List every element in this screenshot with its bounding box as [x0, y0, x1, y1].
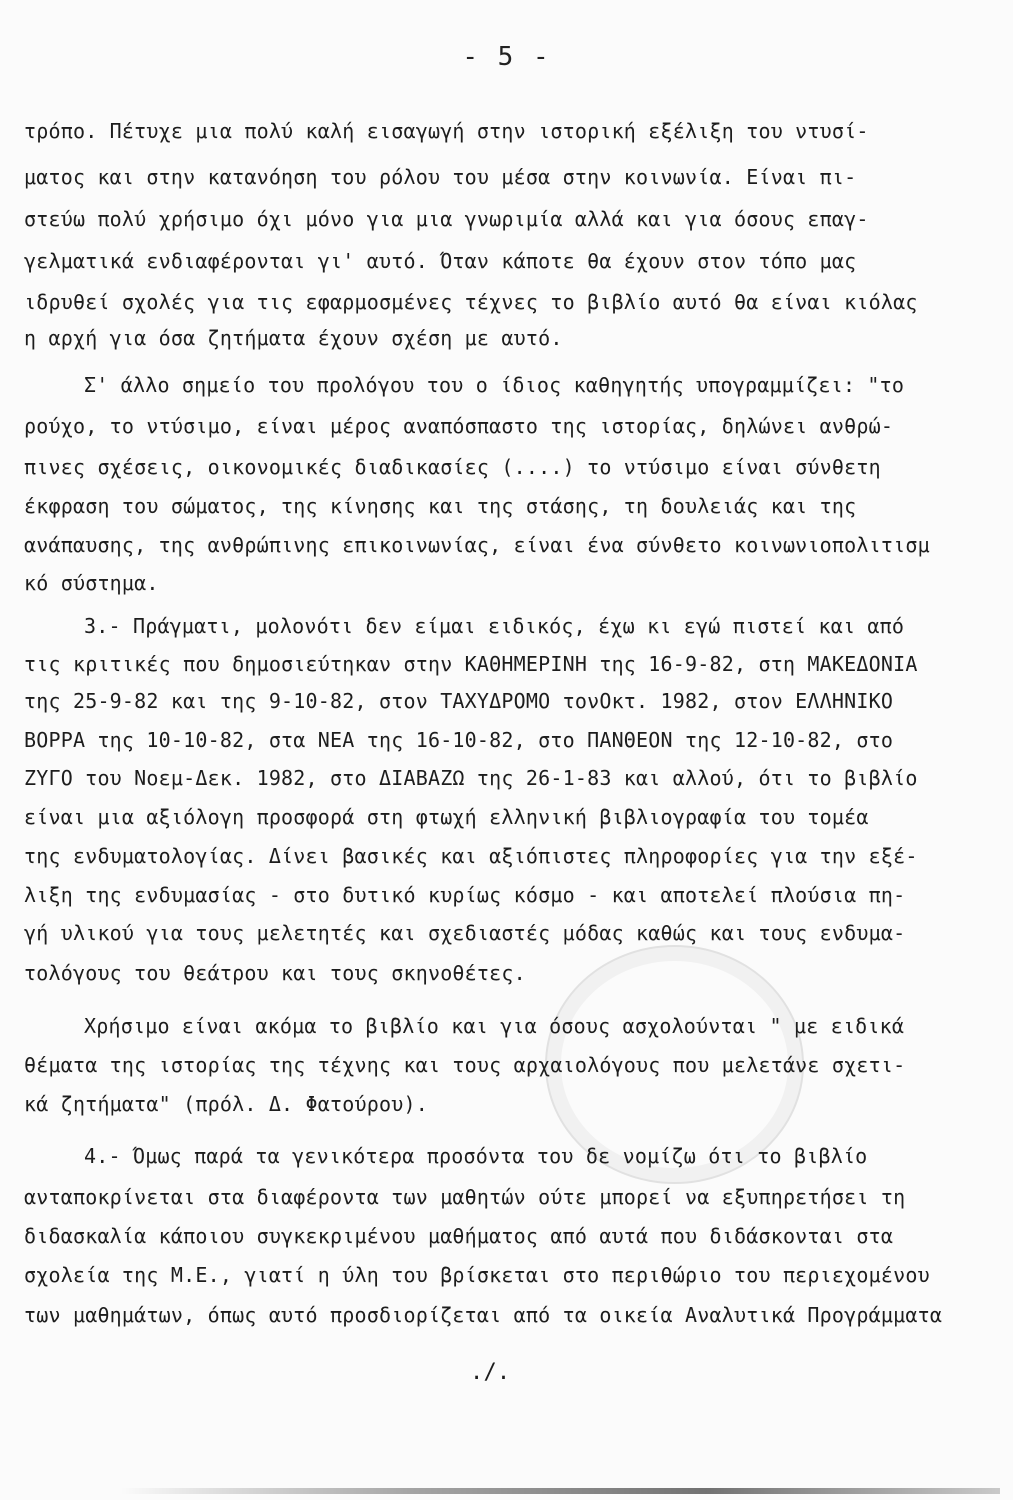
text-line: γή υλικού για τους μελετητές και σχεδιαστές μόδας καθώς και τους ενδυμα- [24, 921, 906, 945]
text-line: διδασκαλία κάποιου συγκεκριμένου μαθήματος από αυτά που διδάσκονται στα [24, 1224, 894, 1248]
text-line: ρούχο, το ντύσιμο, είναι μέρος αναπόσπαστο της ιστορίας, δηλώνει ανθρώ- [24, 414, 894, 438]
text-line: της 25-9-82 και της 9-10-82, στον ΤΑΧΥΔΡΟΜΟ τονΟκτ. 1982, στον ΕΛΛΗΝΙΚΟ [24, 689, 894, 713]
text-line: πινες σχέσεις, οικονομικές διαδικασίες (....) το ντύσιμο είναι σύνθετη [24, 455, 881, 479]
text-line: τρόπο. Πέτυχε μια πολύ καλή εισαγωγή στην ιστορική εξέλιξη του ντυσί- [24, 119, 869, 143]
text-line: Σ' άλλο σημείο του προλόγου του ο ίδιος καθηγητής υπογραμμίζει: "το [84, 373, 905, 397]
text-line: των μαθημάτων, όπως αυτό προσδιορίζεται από τα οικεία Αναλυτικά Προγράμματα [24, 1303, 943, 1327]
text-line: 4.- Όμως παρά τα γενικότερα προσόντα του δε νομίζω ότι το βιβλίο [84, 1144, 868, 1168]
text-line: η αρχή για όσα ζητήματα έχουν σχέση με αυτό. [24, 326, 563, 350]
text-line: ανάπαυσης, της ανθρώπινης επικοινωνίας, είναι ένα σύνθετο κοινωνιοπολιτισμ [24, 533, 930, 557]
scan-edge [120, 1488, 1000, 1494]
page-number: - 5 - [462, 42, 551, 72]
text-line: κό σύστημα. [24, 571, 159, 595]
text-line: ΒΟΡΡΑ της 10-10-82, στα ΝΕΑ της 16-10-82, στο ΠΑΝΘΕΟΝ της 12-10-82, στο [24, 728, 894, 752]
text-line: θέματα της ιστορίας της τέχνης και τους αρχαιολόγους που μελετάνε σχετι- [24, 1053, 906, 1077]
text-line: στεύω πολύ χρήσιμο όχι μόνο για μια γνωριμία αλλά και για όσους επαγ- [24, 207, 869, 231]
text-line: τολόγους του θεάτρου και τους σκηνοθέτες. [24, 961, 526, 985]
text-line: ανταποκρίνεται στα διαφέροντα των μαθητών ούτε μπορεί να εξυπηρετήσει τη [24, 1185, 906, 1209]
text-line: τις κριτικές που δημοσιεύτηκαν στην ΚΑΘΗΜΕΡΙΝΗ της 16-9-82, στη ΜΑΚΕΔΟΝΙΑ [24, 652, 918, 676]
text-line: είναι μια αξιόλογη προσφορά στη φτωχή ελληνική βιβλιογραφία του τομέα [24, 805, 869, 829]
text-line: 3.- Πράγματι, μολονότι δεν είμαι ειδικός, έχω κι εγώ πιστεί και από [84, 614, 905, 638]
text-line: έκφραση του σώματος, της κίνησης και της στάσης, τη δουλειάς και της [24, 494, 857, 518]
text-line: ματος και στην κατανόηση του ρόλου του μέσα στην κοινωνία. Είναι πι- [24, 165, 857, 189]
text-line: σχολεία της Μ.Ε., γιατί η ύλη του βρίσκεται στο περιθώριο του περιεχομένου [24, 1263, 930, 1287]
text-line: ιδρυθεί σχολές για τις εφαρμοσμένες τέχνες το βιβλίο αυτό θα είναι κιόλας [24, 290, 918, 314]
text-line: της ενδυματολογίας. Δίνει βασικές και αξιόπιστες πληροφορίες για την εξέ- [24, 844, 918, 868]
text-line: λιξη της ενδυμασίας - στο δυτικό κυρίως κόσμο - και αποτελεί πλούσια πη- [24, 883, 906, 907]
text-line: ΖΥΓΟ του Νοεμ-Δεκ. 1982, στο ΔΙΑΒΑΖΩ της 26-1-83 και αλλού, ότι το βιβλίο [24, 766, 918, 790]
closing-mark: ./. [470, 1360, 511, 1385]
text-line: Χρήσιμο είναι ακόμα το βιβλίο και για όσους ασχολούνται " με ειδικά [84, 1014, 905, 1038]
text-line: κά ζητήματα" (πρόλ. Δ. Φατούρου). [24, 1092, 428, 1116]
text-line: γελματικά ενδιαφέρονται γι' αυτό. Όταν κάποτε θα έχουν στον τόπο μας [24, 249, 857, 273]
